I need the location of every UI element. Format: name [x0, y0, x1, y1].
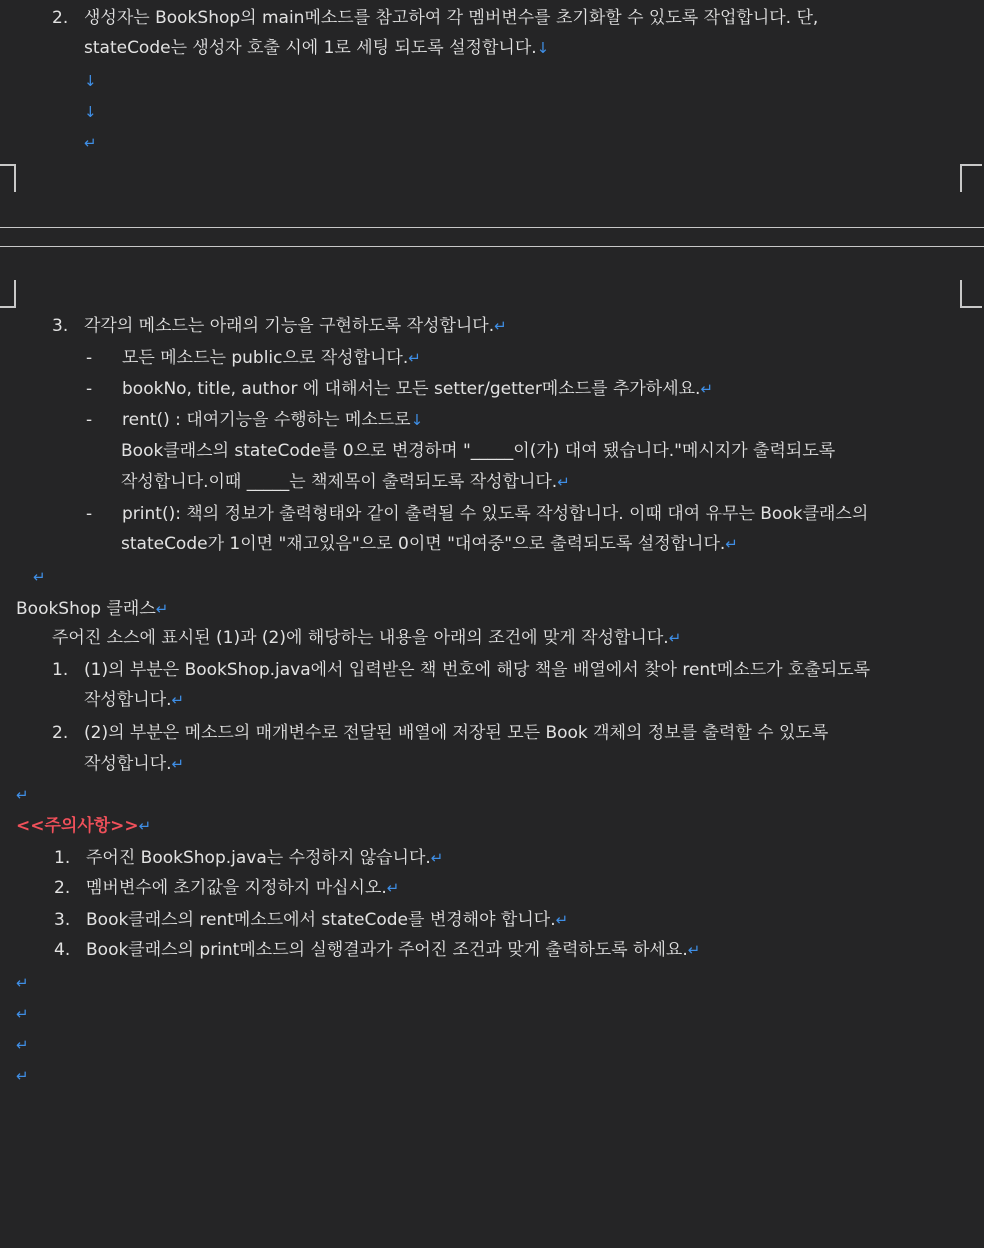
- line-break-mark: ↓: [536, 39, 550, 57]
- paragraph-mark: ↵: [16, 974, 29, 992]
- item3-number: 3.: [52, 316, 69, 336]
- page-separator-bottom: [0, 246, 984, 247]
- paragraph-mark: ↵: [138, 817, 152, 835]
- line-break-mark: ↓: [84, 103, 97, 121]
- crop-mark: [0, 280, 16, 308]
- bullet-4-line2: [121, 529, 738, 560]
- item3-text: 각각의 메소드는 아래의 기능을 구현하도록 작성합니다.: [84, 316, 495, 336]
- caution-number: 4.: [54, 940, 71, 960]
- condition-2-text-2: 작성합니다.: [84, 754, 172, 774]
- bullet-2: [86, 374, 713, 405]
- caution-item: [54, 873, 399, 904]
- paragraph-mark: ↵: [171, 691, 185, 709]
- intro-text: 주어진 소스에 표시된 (1)과 (2)에 해당하는 내용을 아래의 조건에 맞게 작성합니다.: [52, 628, 669, 648]
- caution-text: Book클래스의 print메소드의 실행결과가 주어진 조건과 맞게 출력하도록 하세요.: [86, 940, 688, 960]
- caution-number: 3.: [54, 910, 71, 930]
- bullet-3: [86, 405, 423, 436]
- caution-item: [54, 905, 568, 936]
- item2-text-2: stateCode는 생성자 호출 시에 1로 세팅 되도록 설정합니다.: [84, 38, 537, 58]
- page-separator-top: [0, 227, 984, 228]
- item2-line2: [84, 33, 549, 64]
- item2-number: 2.: [52, 8, 69, 28]
- condition-2-text-1: (2)의 부분은 메소드의 매개변수로 전달된 배열에 저장된 모든 Book 객체의 정보를 출력할 수 있도록: [84, 723, 829, 743]
- line-break-mark: ↓: [84, 72, 97, 90]
- condition-1-number: 1.: [52, 660, 69, 680]
- caution-text: 주어진 BookShop.java는 수정하지 않습니다.: [86, 848, 431, 868]
- bullet-dash: -: [86, 410, 93, 430]
- section-heading: [16, 594, 168, 625]
- crop-mark: [960, 164, 982, 192]
- item3-line: [52, 311, 507, 342]
- bullet-3-line3: [121, 467, 570, 498]
- bullet-4: [86, 499, 868, 530]
- paragraph-mark: ↵: [386, 879, 400, 897]
- paragraph-mark: ↵: [700, 380, 714, 398]
- condition-1-text-2: 작성합니다.: [84, 690, 172, 710]
- caution-title: <<주의사항>>: [16, 816, 139, 836]
- paragraph-mark: ↵: [494, 317, 507, 335]
- paragraph-mark: ↵: [555, 911, 569, 929]
- paragraph-mark: ↵: [84, 134, 97, 152]
- paragraph-mark: ↵: [725, 535, 738, 553]
- condition-1-line2: [84, 685, 184, 716]
- caution-item: [54, 935, 700, 966]
- bullet-dash: -: [86, 504, 93, 524]
- caution-text: 멤버변수에 초기값을 지정하지 마십시오.: [86, 878, 387, 898]
- bullet-3-text-3: 작성합니다.이때 _____는 책제목이 출력되도록 작성합니다.: [121, 472, 558, 492]
- paragraph-mark: ↵: [16, 1067, 29, 1085]
- bullet-dash: -: [86, 379, 93, 399]
- bullet-4-text-1: print(): 책의 정보가 출력형태와 같이 출력될 수 있도록 작성합니다. 이때 대여 유무는 Book클래스의: [122, 504, 869, 524]
- caution-text: Book클래스의 rent메소드에서 stateCode를 변경해야 합니다.: [86, 910, 556, 930]
- crop-mark: [960, 280, 982, 308]
- paragraph-mark: ↵: [16, 1036, 29, 1054]
- paragraph-mark: ↵: [16, 1005, 29, 1023]
- bullet-3-line2: [121, 436, 835, 467]
- condition-2: [52, 718, 828, 749]
- paragraph-mark: ↵: [668, 629, 682, 647]
- caution-item: [54, 843, 443, 874]
- bookshop-heading: BookShop 클래스: [16, 599, 156, 619]
- condition-2-line2: [84, 749, 184, 780]
- item2-line1: [52, 3, 818, 34]
- condition-1-text-1: (1)의 부분은 BookShop.java에서 입력받은 책 번호에 해당 책을 배열에서 찾아 rent메소드가 호출되도록: [84, 660, 871, 680]
- paragraph-mark: ↵: [33, 568, 46, 586]
- condition-2-number: 2.: [52, 723, 69, 743]
- paragraph-mark: ↵: [687, 941, 701, 959]
- crop-mark: [0, 164, 16, 192]
- bullet-1-text: 모든 메소드는 public으로 작성합니다.: [122, 348, 409, 368]
- bullet-3-text-1: rent() : 대여기능을 수행하는 메소드로: [122, 410, 411, 430]
- paragraph-mark: ↵: [155, 600, 169, 618]
- paragraph-mark: ↵: [16, 786, 29, 804]
- bullet-1: [86, 343, 421, 374]
- paragraph-mark: ↵: [171, 755, 185, 773]
- paragraph-mark: ↵: [408, 349, 421, 367]
- bullet-2-text: bookNo, title, author 에 대해서는 모든 setter/getter메소드를 추가하세요.: [122, 379, 701, 399]
- bullet-dash: -: [86, 348, 93, 368]
- paragraph-mark: ↵: [557, 473, 570, 491]
- bullet-4-text-2: stateCode가 1이면 "재고있음"으로 0이면 "대여중"으로 출력되도록 설정합니다.: [121, 534, 726, 554]
- bullet-3-text-2: Book클래스의 stateCode를 0으로 변경하며 "_____이(가) 대여 됐습니다."메시지가 출력되도록: [121, 441, 836, 461]
- caution-number: 1.: [54, 848, 71, 868]
- intro-line: [52, 623, 681, 654]
- item2-text-1: 생성자는 BookShop의 main메소드를 참고하여 각 멤버변수를 초기화할 수 있도록 작업합니다. 단,: [84, 8, 819, 28]
- paragraph-mark: ↵: [430, 849, 444, 867]
- condition-1: [52, 655, 870, 686]
- caution-heading: [16, 811, 151, 842]
- line-break-mark: ↓: [410, 411, 424, 429]
- caution-number: 2.: [54, 878, 71, 898]
